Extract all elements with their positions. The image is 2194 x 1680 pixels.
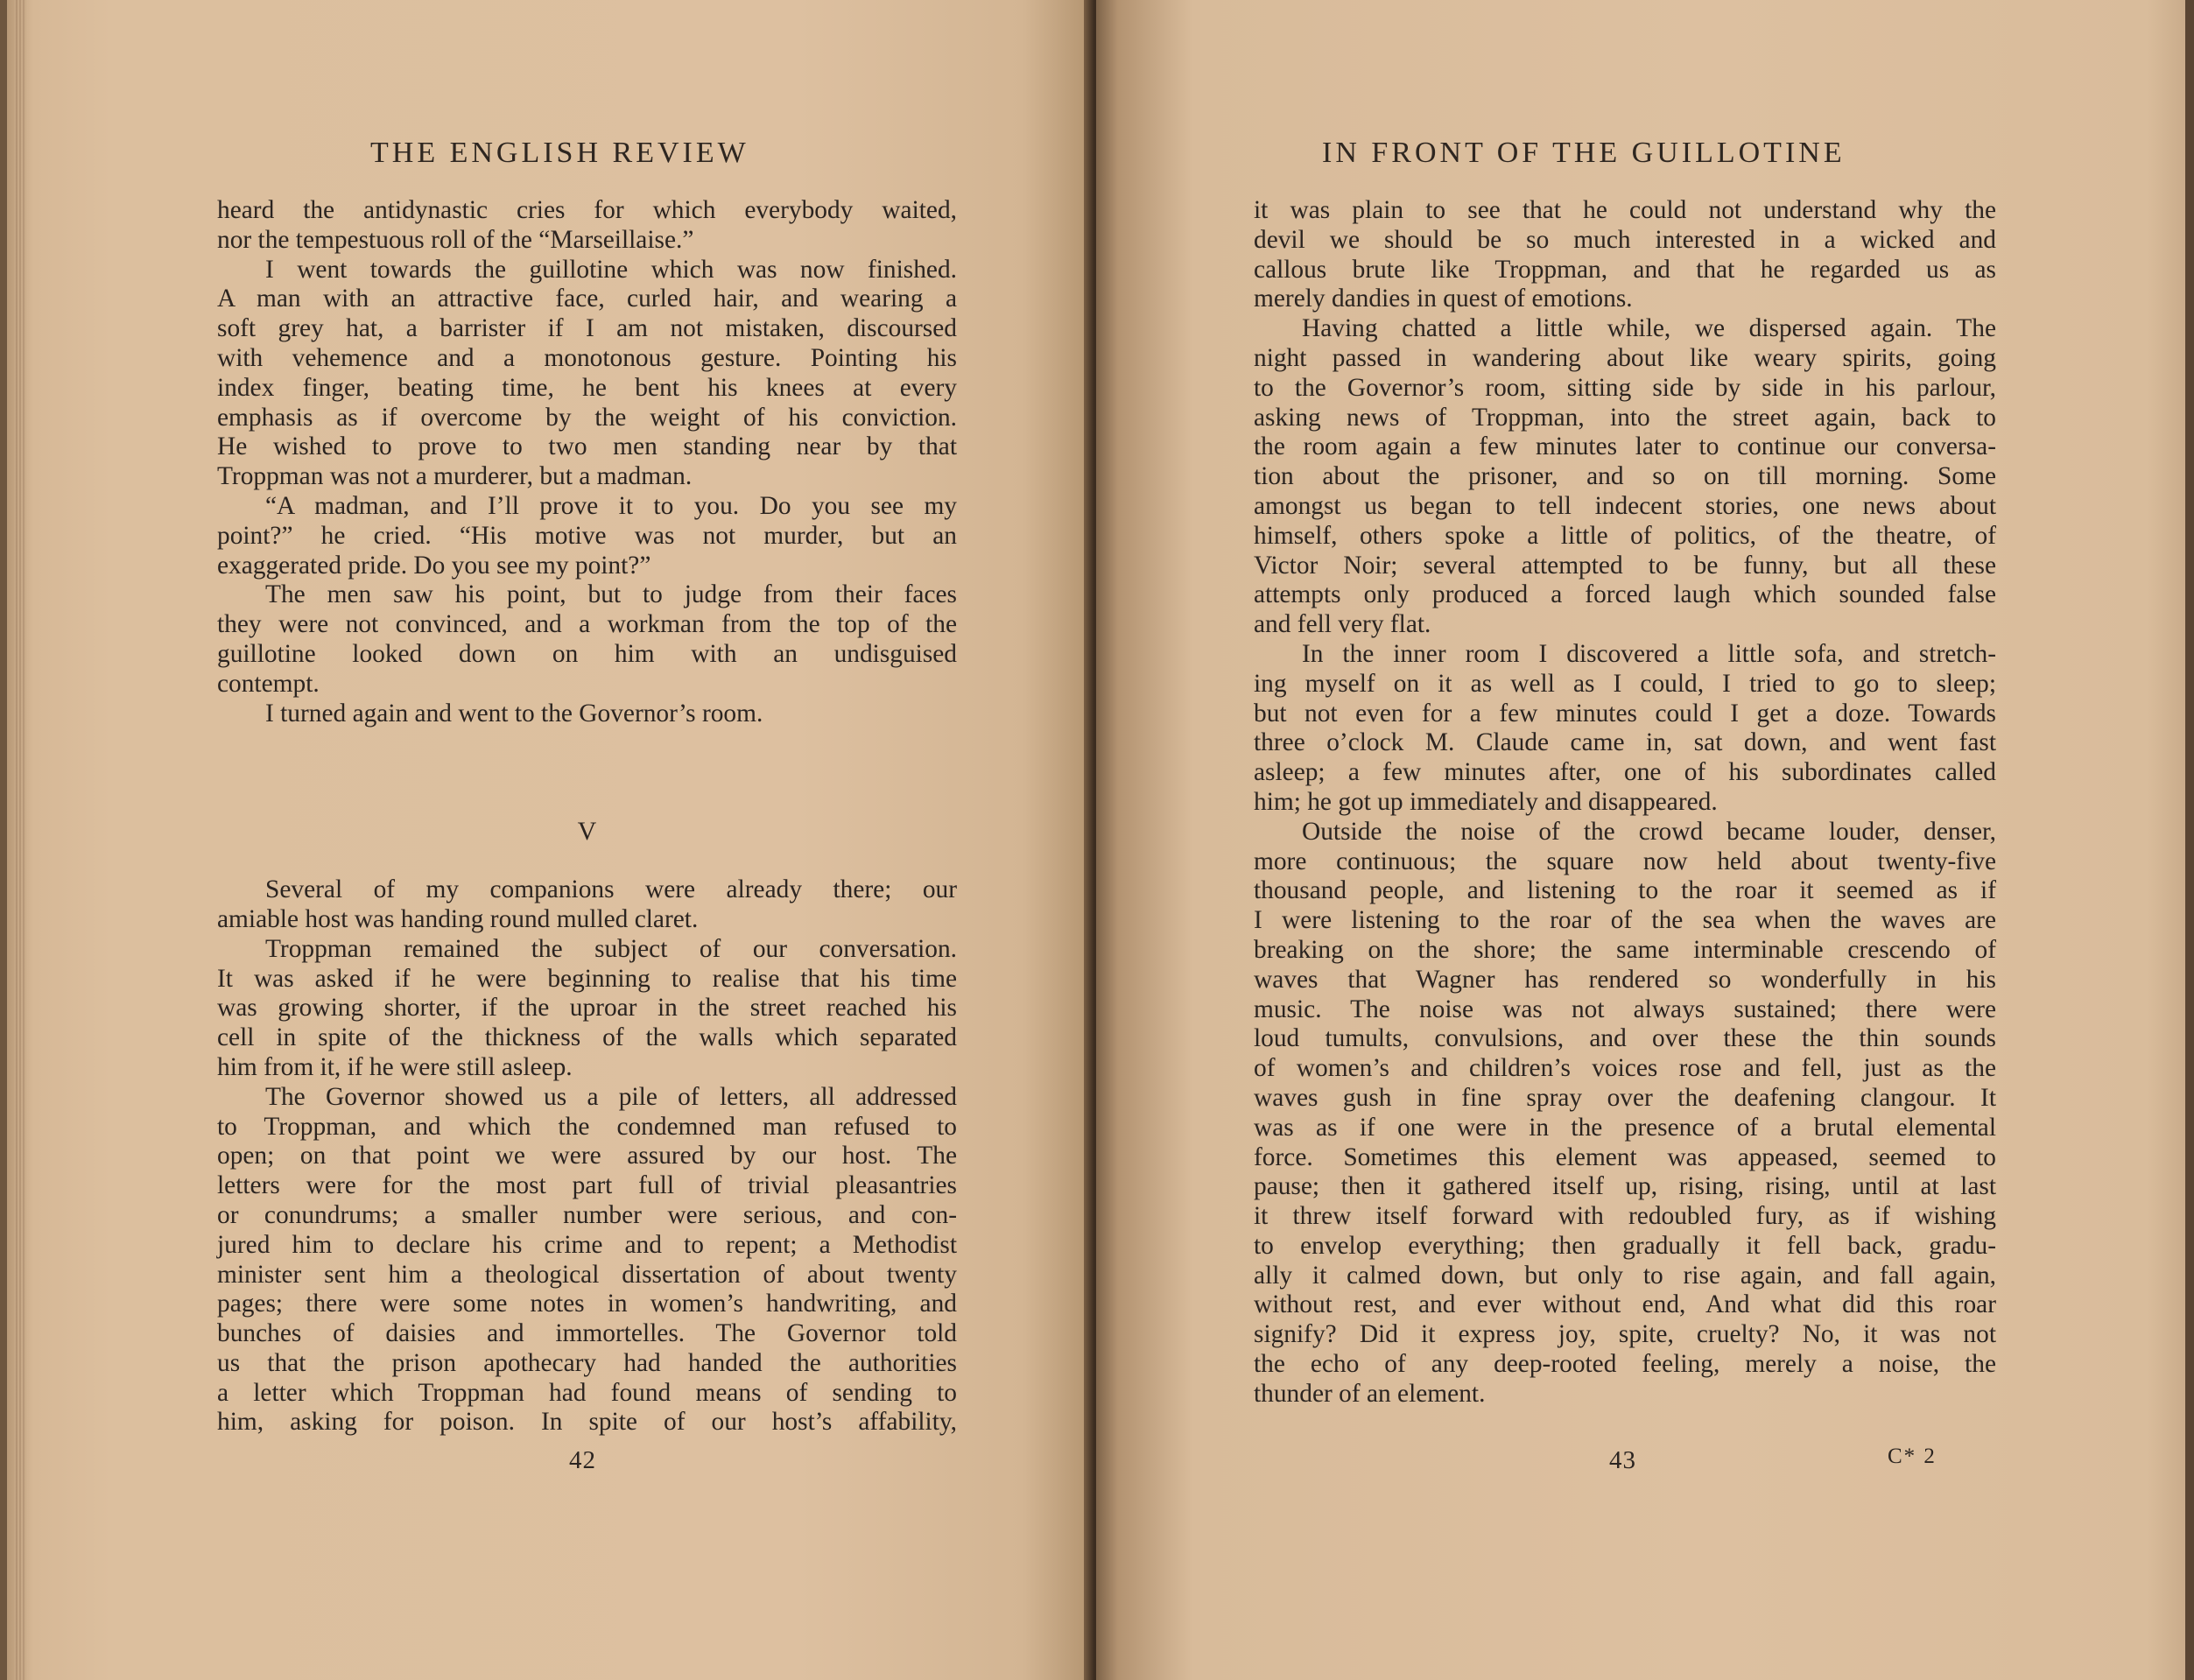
left-page-body <box>217 196 957 1437</box>
text-line: night passed in wandering about like weary spirits, going <box>1254 343 1996 372</box>
section-heading: V <box>577 817 597 847</box>
text-line: thousand people, and listening to the roar it seemed as if <box>1254 876 1996 905</box>
text-line: but not even for a few minutes could I get a doze. Towards <box>1254 699 1996 728</box>
text-line: was as if one were in the presence of a brutal elemental <box>1254 1113 1996 1142</box>
text-line: waves gush in fine spray over the deafening clangour. It <box>1254 1083 1996 1112</box>
text-line: Outside the noise of the crowd became louder, denser, <box>1302 817 1996 846</box>
text-line: or conundrums; a smaller number were serious, and con- <box>217 1200 957 1229</box>
right-page-body <box>1254 196 1996 1409</box>
text-line: The men saw his point, but to judge from their faces <box>265 580 957 609</box>
text-line: jured him to declare his crime and to repent; a Methodist <box>217 1230 957 1259</box>
text-line: I went towards the guillotine which was now finished. <box>265 255 957 284</box>
text-line: with vehemence and a monotonous gesture. Pointing his <box>217 343 957 372</box>
text-line: us that the prison apothecary had handed the authorities <box>217 1348 957 1377</box>
text-line: bunches of daisies and immortelles. The Governor told <box>217 1319 957 1348</box>
text-line: merely dandies in quest of emotions. <box>1254 285 1633 313</box>
text-line: thunder of an element. <box>1254 1379 1486 1408</box>
text-line: the room again a few minutes later to continue our conversa- <box>1254 432 1996 461</box>
text-line: to Troppman, and which the condemned man refused to <box>217 1112 957 1141</box>
text-line: pause; then it gathered itself up, rising, rising, until at last <box>1254 1172 1996 1201</box>
text-line: index finger, beating time, he bent his knees at every <box>217 373 957 402</box>
text-line: force. Sometimes this element was appeased, seemed to <box>1254 1142 1996 1171</box>
text-line: ing myself on it as well as I could, I tried to go to sleep; <box>1254 669 1996 698</box>
text-line: nor the tempestuous roll of the “Marseillaise.” <box>217 225 694 254</box>
text-line: without rest, and ever without end, And what did this roar <box>1254 1290 1996 1319</box>
text-line: I were listening to the roar of the sea when the waves are <box>1254 906 1996 935</box>
text-line: open; on that point we were assured by our host. The <box>217 1142 957 1170</box>
text-line: they were not convinced, and a workman from the top of the <box>217 610 957 639</box>
text-line: and fell very flat. <box>1254 610 1431 639</box>
text-line: emphasis as if overcome by the weight of his conviction. <box>217 403 957 432</box>
text-line: was growing shorter, if the uproar in the street reached his <box>217 994 957 1023</box>
text-line: him; he got up immediately and disappeared. <box>1254 787 1718 816</box>
text-line: it was plain to see that he could not understand why the <box>1254 196 1996 224</box>
text-line: amiable host was handing round mulled claret. <box>217 904 699 933</box>
text-line: him, asking for poison. In spite of our host’s affability, <box>217 1408 957 1437</box>
text-line: minister sent him a theological dissertation of about twenty <box>217 1260 957 1289</box>
text-line: callous brute like Troppman, and that he regarded us as <box>1254 255 1996 284</box>
text-line: loud tumults, convulsions, and over these the thin sounds <box>1254 1024 1996 1053</box>
text-line: signify? Did it express joy, spite, cruelty? No, it was not <box>1254 1320 1996 1349</box>
text-line: In the inner room I discovered a little sofa, and stretch- <box>1302 639 1996 668</box>
text-line: exaggerated pride. Do you see my point?” <box>217 551 651 580</box>
running-head-right: IN FRONT OF THE GUILLOTINE <box>1322 137 1846 169</box>
text-line: ally it calmed down, but only to rise again, and fall again, <box>1254 1261 1996 1290</box>
text-line: Troppman was not a murderer, but a madman. <box>217 462 693 491</box>
text-line: to the Governor’s room, sitting side by side in his parlour, <box>1254 373 1996 402</box>
text-line: asking news of Troppman, into the street again, back to <box>1254 403 1996 432</box>
text-line: him from it, if he were still asleep. <box>217 1052 573 1081</box>
text-line: tion about the prisoner, and so on till morning. Some <box>1254 462 1996 491</box>
text-line: Troppman remained the subject of our conversation. <box>265 934 957 963</box>
text-line: attempts only produced a forced laugh which sounded false <box>1254 580 1996 609</box>
text-line: more continuous; the square now held about twenty-five <box>1254 847 1996 875</box>
text-line: music. The noise was not always sustained; there were <box>1254 995 1996 1023</box>
text-line: to envelop everything; then gradually it fell back, gradu- <box>1254 1231 1996 1260</box>
signature-mark: C* 2 <box>1888 1445 1937 1468</box>
text-line: the echo of any deep-rooted feeling, merely a noise, the <box>1254 1350 1996 1379</box>
text-line: asleep; a few minutes after, one of his subordinates called <box>1254 758 1996 787</box>
text-line: I turned again and went to the Governor’s room. <box>265 699 763 728</box>
text-line: himself, others spoke a little of politics, of the theatre, of <box>1254 521 1996 550</box>
text-line: point?” he cried. “His motive was not murder, but an <box>217 521 957 550</box>
running-head-left: THE ENGLISH REVIEW <box>370 137 749 169</box>
text-line: contempt. <box>217 669 320 698</box>
page-edges <box>14 0 26 1680</box>
text-line: breaking on the shore; the same interminable crescendo of <box>1254 935 1996 964</box>
text-line: Having chatted a little while, we dispersed again. The <box>1302 314 1996 343</box>
paragraph-gap <box>217 728 957 817</box>
text-line: Victor Noir; several attempted to be funny, but all these <box>1254 551 1996 580</box>
text-line: a letter which Troppman had found means of sending to <box>217 1378 957 1407</box>
text-line: of women’s and children’s voices rose and fell, just as the <box>1254 1054 1996 1083</box>
text-line: pages; there were some notes in women’s handwriting, and <box>217 1290 957 1318</box>
page-number-right: 43 <box>1609 1446 1636 1474</box>
left-page <box>0 0 1094 1680</box>
right-page <box>1096 0 2194 1680</box>
page-number-left: 42 <box>569 1446 596 1474</box>
text-line: He wished to prove to two men standing near by that <box>217 432 957 461</box>
text-line: devil we should be so much interested in a wicked and <box>1254 225 1996 254</box>
text-line: Several of my companions were already there; our <box>265 875 957 904</box>
text-line: “A madman, and I’ll prove it to you. Do you see my <box>265 491 957 520</box>
text-line: amongst us began to tell indecent stories, one news about <box>1254 491 1996 520</box>
text-line: soft grey hat, a barrister if I am not mistaken, discoursed <box>217 314 957 343</box>
text-line: heard the antidynastic cries for which everybody waited, <box>217 196 957 224</box>
text-line: The Governor showed us a pile of letters, all addressed <box>265 1082 957 1111</box>
text-line: waves that Wagner has rendered so wonderfully in his <box>1254 965 1996 994</box>
text-line: it threw itself forward with redoubled fury, as if wishing <box>1254 1202 1996 1231</box>
text-line: letters were for the most part full of trivial pleasantries <box>217 1171 957 1200</box>
text-line: guillotine looked down on him with an undisguised <box>217 639 957 668</box>
text-line: cell in spite of the thickness of the walls which separated <box>217 1023 957 1052</box>
text-line: three o’clock M. Claude came in, sat down, and went fast <box>1254 728 1996 757</box>
paragraph-gap <box>217 847 957 875</box>
text-line: A man with an attractive face, curled hair, and wearing a <box>217 285 957 313</box>
text-line: It was asked if he were beginning to realise that his time <box>217 964 957 993</box>
